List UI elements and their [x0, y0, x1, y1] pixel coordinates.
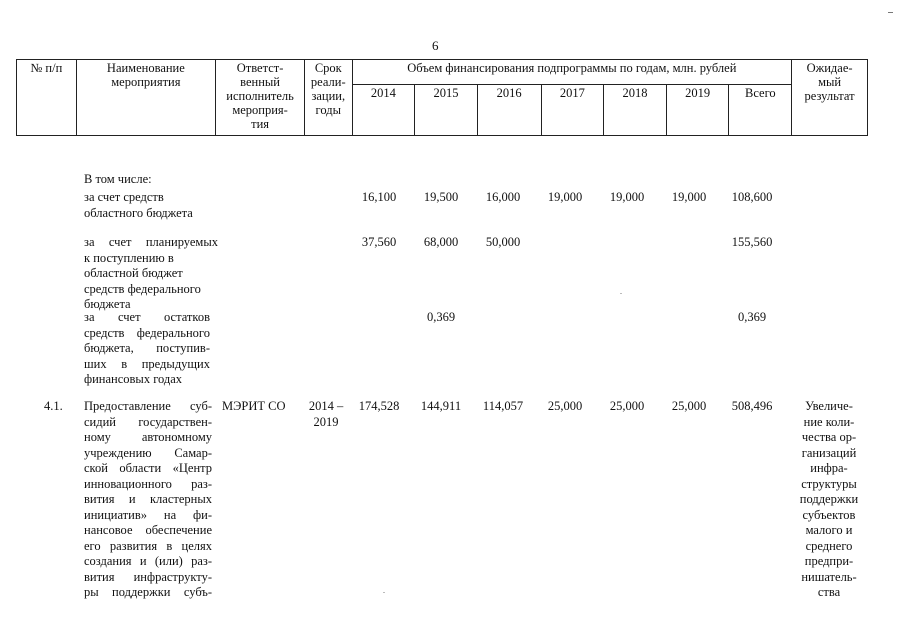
item-number: 4.1.	[44, 399, 63, 413]
item-name-line: вития инфраструкту-	[84, 569, 212, 584]
row-label	[84, 310, 210, 388]
value-cell-total: 508,496	[731, 399, 773, 413]
item-term-line: 2014 –	[308, 399, 344, 413]
row-label-line: финансовых годах	[84, 372, 183, 386]
block-title: В том числе:	[84, 172, 152, 186]
item-result-line: среднего	[805, 538, 853, 553]
header-year: 2017	[541, 85, 604, 136]
item-result	[793, 399, 865, 601]
value-cell: 68,000	[423, 235, 459, 249]
header-col-term	[305, 60, 353, 136]
row-label-line: областной бюджет	[84, 266, 183, 280]
row-label-line: за счет остатков	[84, 310, 210, 324]
header-col-responsible-line: Ответст-	[236, 61, 284, 75]
row-label-line: средств федерального	[84, 281, 201, 296]
value-cell: 50,000	[485, 235, 521, 249]
item-name	[84, 399, 212, 601]
item-name-line: вития и кластерных	[84, 492, 212, 506]
item-result-line: ства	[817, 585, 841, 599]
header-col-term-line: реали-	[310, 75, 346, 89]
value-cell: 174,528	[358, 399, 400, 413]
header-col-result-line: результат	[804, 89, 855, 103]
header-col-result-line: мый	[818, 75, 842, 89]
value-cell: 144,911	[420, 399, 462, 413]
item-responsible: МЭРИТ СО	[222, 399, 286, 413]
row-label-line: за счет планируемых	[84, 235, 218, 249]
table-header	[16, 59, 868, 136]
header-col-term-line: годы	[315, 103, 342, 117]
header-col-term-line: Срок	[314, 61, 342, 75]
item-name-line: инициатив» на фи-	[84, 507, 212, 522]
header-col-responsible-line: мероприя-	[232, 103, 288, 117]
header-year: 2018	[604, 85, 667, 136]
item-name-line: ры поддержки субъ-	[84, 585, 212, 599]
item-name-line: учреждению Самар-	[84, 445, 212, 460]
value-cell: 25,000	[609, 399, 645, 413]
value-cell: 16,100	[361, 190, 397, 204]
item-result-line: поддержки	[799, 492, 859, 506]
value-cell-total: 108,600	[731, 190, 773, 204]
row-label	[84, 235, 218, 313]
item-result-line: Увеличе-	[805, 399, 853, 413]
header-col-responsible-line: венный	[240, 75, 280, 89]
item-result-line: малого и	[805, 523, 853, 537]
item-result-line: нишатель-	[801, 569, 857, 584]
value-cell: 16,000	[485, 190, 521, 204]
item-name-line: инновационного раз-	[84, 476, 212, 491]
item-result-line: предпри-	[804, 554, 854, 568]
item-name-line: его развития в целях	[84, 538, 212, 553]
header-col-result	[792, 60, 868, 136]
item-term	[303, 399, 349, 430]
value-cell: 19,500	[423, 190, 459, 204]
scan-speck	[383, 592, 385, 593]
item-name-line: ному автономному	[84, 430, 212, 444]
row-label-line: областного бюджета	[84, 205, 193, 220]
page-number: 6	[432, 38, 439, 53]
value-cell: 19,000	[547, 190, 583, 204]
value-cell: 37,560	[361, 235, 397, 249]
row-label-line: бюджета	[84, 297, 131, 311]
header-year-total: Всего	[729, 85, 792, 136]
header-col-term-line: зации,	[311, 89, 346, 103]
header-col-responsible-line: исполнитель	[226, 89, 294, 103]
item-name-line: нансовое обеспечение	[84, 523, 212, 537]
value-cell: 19,000	[671, 190, 707, 204]
header-year: 2014	[352, 85, 415, 136]
value-cell-total: 155,560	[731, 235, 773, 249]
scan-corner-mark	[888, 12, 893, 13]
item-result-line: ганизаций	[801, 445, 857, 460]
value-cell: 25,000	[547, 399, 583, 413]
item-result-line: ние коли-	[803, 414, 855, 429]
header-col-name: Наименование мероприятия	[76, 60, 215, 136]
header-col-funding: Объем финансирования подпрограммы по годам, млн. рублей	[352, 60, 792, 85]
value-cell: 19,000	[609, 190, 645, 204]
item-result-line: инфра-	[810, 461, 848, 475]
item-name-line: Предоставление суб-	[84, 399, 212, 413]
row-label-line: к поступлению в	[84, 250, 174, 265]
item-name-line: сидий государствен-	[84, 414, 212, 429]
row-label-line: ших в предыдущих	[84, 356, 210, 371]
header-col-responsible-line: тия	[251, 117, 270, 131]
item-name-line: ской области «Центр	[84, 461, 212, 475]
value-cell: 114,057	[482, 399, 524, 413]
header-col-number: № п/п	[17, 60, 77, 136]
item-result-line: чества ор-	[801, 430, 857, 444]
item-name-line: создания и (или) раз-	[84, 554, 212, 568]
item-result-line: структуры	[801, 476, 857, 491]
row-label-line: средств федерального	[84, 325, 210, 340]
header-year: 2016	[477, 85, 541, 136]
header-col-result-line: Ожидае-	[806, 61, 853, 75]
item-term-line: 2019	[313, 414, 339, 429]
row-label-line: бюджета, поступив-	[84, 341, 210, 355]
value-cell: 0,369	[426, 310, 456, 324]
header-col-responsible	[216, 60, 305, 136]
item-result-line: субъектов	[802, 507, 856, 522]
header-year: 2015	[415, 85, 478, 136]
value-cell-total: 0,369	[737, 310, 767, 324]
scan-speck	[620, 293, 622, 294]
row-label-line: за счет средств	[84, 190, 164, 204]
header-year: 2019	[666, 85, 729, 136]
value-cell: 25,000	[671, 399, 707, 413]
row-label	[84, 190, 214, 221]
